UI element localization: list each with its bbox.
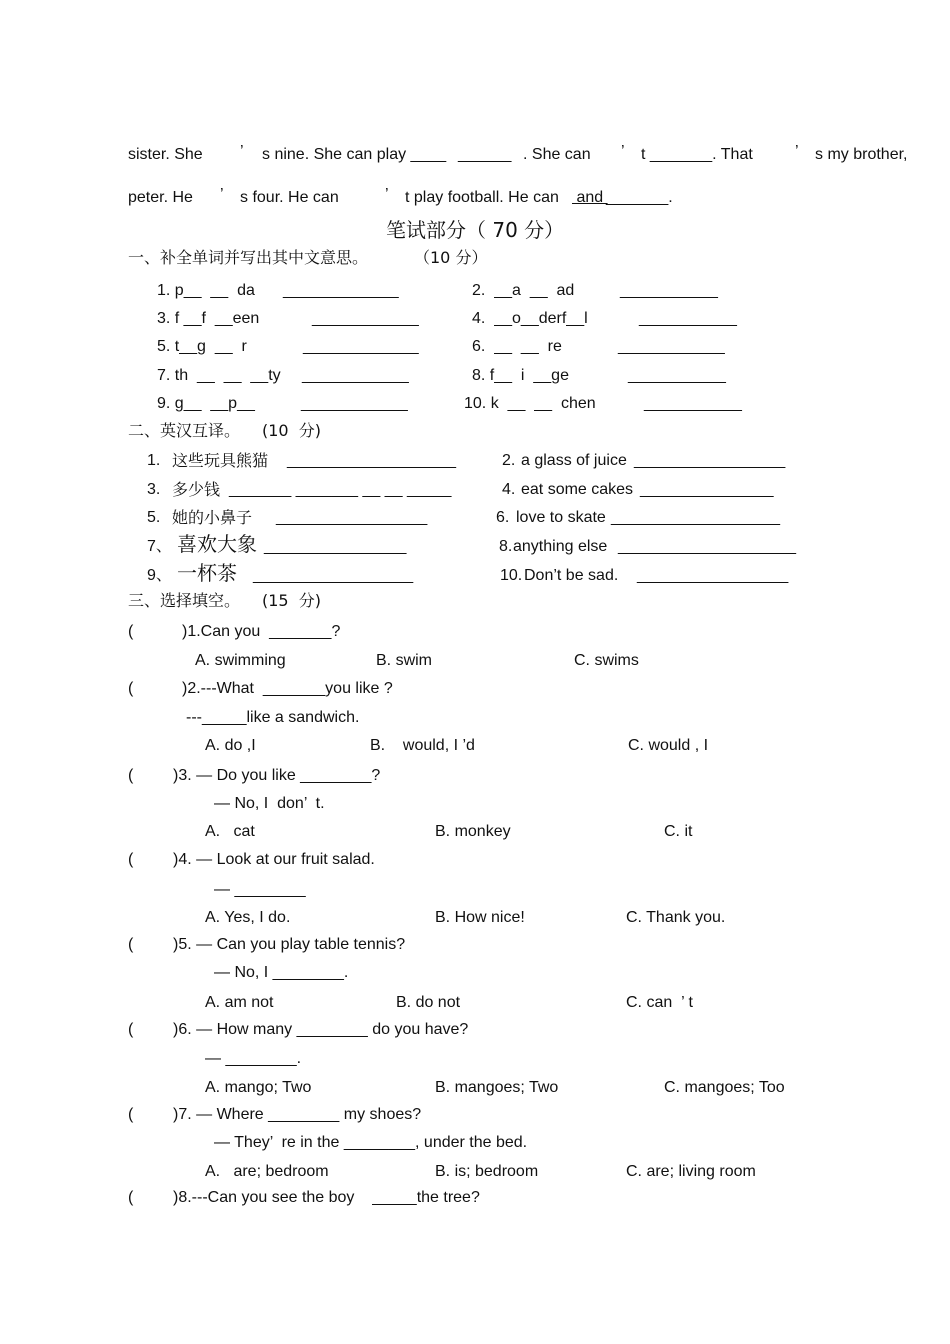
- question-stem: )2.---What _______you like ?: [182, 680, 393, 697]
- item-number: 2.: [502, 452, 516, 469]
- option-b: B. swim: [376, 652, 432, 669]
- option-c: C. Thank you.: [626, 909, 726, 926]
- passage-text: s four. He can: [240, 189, 339, 206]
- answer-paren: (: [128, 1021, 134, 1038]
- option-a: A. Yes, I do.: [205, 909, 291, 926]
- apostrophe: ’: [220, 186, 224, 203]
- word-item: 7. th __ __ __ty: [157, 367, 281, 384]
- answer-blank: _________________: [634, 452, 786, 469]
- option-b: B. How nice!: [435, 909, 525, 926]
- item-number: 6.: [496, 509, 510, 526]
- option-c: C. can ’ t: [626, 994, 693, 1011]
- passage-blank: _______.: [606, 189, 673, 206]
- option-b: B. mangoes; Two: [435, 1079, 559, 1096]
- item-text: 喜欢大象: [177, 532, 257, 556]
- item-number: 7、: [147, 538, 172, 555]
- option-c: C. are; living room: [626, 1163, 756, 1180]
- item-number: 5.: [147, 509, 161, 526]
- answer-blank: _____________: [283, 282, 399, 299]
- option-c: C. swims: [574, 652, 639, 669]
- answer-blank: __________________: [253, 567, 414, 584]
- passage-text: peter. He: [128, 189, 193, 206]
- answer-paren: (: [128, 767, 134, 784]
- passage-text: s my brother,: [815, 146, 908, 163]
- question-stem: )1.Can you _______?: [182, 623, 341, 640]
- item-number: 10.: [500, 567, 523, 584]
- answer-blank: ___________: [620, 282, 718, 299]
- word-item: 1. p__ __ da: [157, 282, 255, 299]
- question-stem: )4. — Look at our fruit salad.: [173, 851, 375, 868]
- answer-blank: ____________: [618, 338, 725, 355]
- answer-blank: ___________: [644, 395, 742, 412]
- answer-blank: ___________: [628, 367, 726, 384]
- item-number: 4.: [502, 481, 516, 498]
- apostrophe: ’: [385, 186, 389, 203]
- answer-blank: ________________: [264, 538, 407, 555]
- option-a: A. swimming: [195, 652, 286, 669]
- item-number: 8.: [499, 538, 513, 555]
- question-response: — ________: [214, 881, 306, 898]
- word-item: 3. f __f __een: [157, 310, 260, 327]
- option-b: B. is; bedroom: [435, 1163, 539, 1180]
- section-heading: 一、补全单词并写出其中文意思。: [128, 248, 369, 267]
- answer-blank: ____________________: [618, 538, 796, 555]
- item-text: 这些玩具熊猫: [172, 451, 269, 470]
- question-response: ---_____like a sandwich.: [186, 709, 360, 726]
- answer-blank: _____________: [303, 338, 419, 355]
- option-a: A. are; bedroom: [205, 1163, 329, 1180]
- section-score: (15 分): [262, 591, 322, 610]
- question-stem: )5. — Can you play table tennis?: [173, 936, 406, 953]
- question-response: — ________.: [205, 1050, 302, 1067]
- answer-blank: ___________: [639, 310, 737, 327]
- question-stem: )7. — Where ________ my shoes?: [173, 1106, 422, 1123]
- word-item: 4. __o__derf__l: [472, 310, 588, 327]
- passage-answer: and: [572, 189, 608, 206]
- item-text: eat some cakes: [521, 481, 634, 498]
- option-c: C. would , I: [628, 737, 709, 754]
- option-b: B. monkey: [435, 823, 511, 840]
- option-a: A. am not: [205, 994, 274, 1011]
- word-item: 8. f__ i __ge: [472, 367, 569, 384]
- answer-blank: ___________________: [287, 452, 457, 469]
- item-number: 3.: [147, 481, 161, 498]
- answer-blank: ____________: [301, 395, 408, 412]
- written-part-title: 笔试部分（ 70 分）: [386, 218, 565, 242]
- option-a: A. do ,I: [205, 737, 256, 754]
- answer-blank: _______________: [640, 481, 774, 498]
- answer-blank: ____________: [302, 367, 409, 384]
- answer-paren: (: [128, 851, 134, 868]
- answer-paren: (: [128, 680, 134, 697]
- question-response: — They’ re in the ________, under the bed.: [214, 1134, 528, 1151]
- passage-text: s nine. She can play ____: [262, 146, 447, 163]
- option-b: B. do not: [396, 994, 461, 1011]
- option-c: C. mangoes; Too: [664, 1079, 785, 1096]
- option-a: A. cat: [205, 823, 255, 840]
- option-a: A. mango; Two: [205, 1079, 312, 1096]
- item-text: 多少钱: [172, 480, 221, 499]
- item-text: a glass of juice: [521, 452, 627, 469]
- section-heading: 三、选择填空。: [128, 591, 241, 610]
- question-response: — No, I ________.: [214, 964, 349, 981]
- passage-text: t _______. That: [641, 146, 753, 163]
- passage-blank: ______: [458, 146, 512, 163]
- answer-blank: ___________________: [611, 509, 781, 526]
- item-text: love to skate: [516, 509, 606, 526]
- answer-blank: _________________: [276, 509, 428, 526]
- answer-paren: (: [128, 1106, 134, 1123]
- answer-blank: _________________: [637, 567, 789, 584]
- item-text: 她的小鼻子: [172, 508, 253, 527]
- passage-text: . She can: [523, 146, 591, 163]
- passage-text: t play football. He can: [405, 189, 559, 206]
- apostrophe: ’: [621, 143, 625, 160]
- question-response: — No, I don’ t.: [214, 795, 325, 812]
- section-heading: 二、英汉互译。: [128, 421, 241, 440]
- apostrophe: ’: [240, 143, 244, 160]
- item-text: 一杯茶: [177, 561, 237, 585]
- word-item: 10. k __ __ chen: [464, 395, 596, 412]
- answer-blank: ____________: [312, 310, 419, 327]
- question-stem: )6. — How many ________ do you have?: [173, 1021, 469, 1038]
- option-c: C. it: [664, 823, 693, 840]
- question-stem: )8.---Can you see the boy _____the tree?: [173, 1189, 480, 1206]
- answer-paren: (: [128, 1189, 134, 1206]
- word-item: 2. __a __ ad: [472, 282, 575, 299]
- apostrophe: ’: [795, 143, 799, 160]
- item-text: Don’t be sad.: [524, 567, 619, 584]
- answer-blank: _______ _______ __ __ _____: [229, 481, 452, 498]
- option-b: B. would, I ’d: [370, 737, 475, 754]
- word-item: 9. g__ __p__: [157, 395, 255, 412]
- word-item: 6. __ __ re: [472, 338, 562, 355]
- section-score: （10 分）: [414, 248, 488, 267]
- section-score: (10 分): [262, 421, 322, 440]
- passage-text: sister. She: [128, 146, 203, 163]
- answer-paren: (: [128, 936, 134, 953]
- answer-paren: (: [128, 623, 134, 640]
- question-stem: )3. — Do you like ________?: [173, 767, 381, 784]
- word-item: 5. t__g __ r: [157, 338, 247, 355]
- item-number: 1.: [147, 452, 161, 469]
- item-number: 9、: [147, 567, 172, 584]
- item-text: anything else: [513, 538, 608, 555]
